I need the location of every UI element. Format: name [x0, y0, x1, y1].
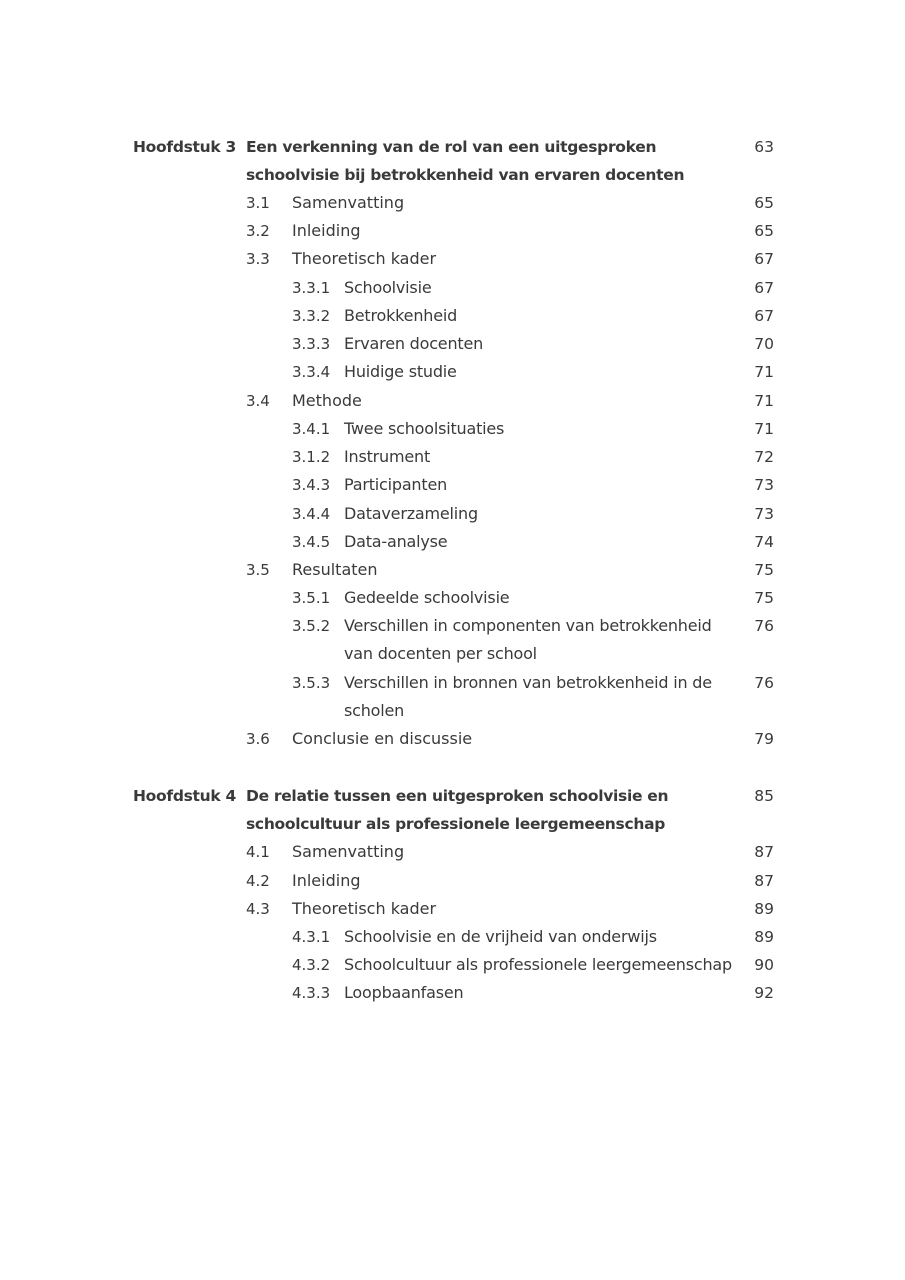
page-number: 71	[754, 363, 774, 381]
subsection-number: 3.4.5	[292, 533, 331, 551]
subsection-title: Instrument	[344, 447, 431, 466]
section-title: Samenvatting	[292, 193, 405, 212]
section-number: 3.2	[246, 222, 270, 240]
page-number: 67	[754, 307, 774, 325]
section-number: 3.4	[246, 392, 270, 410]
subsection-title: Ervaren docenten	[344, 334, 484, 353]
page-number: 87	[754, 872, 774, 890]
section-number: 4.3	[246, 900, 270, 918]
page-number: 89	[754, 928, 774, 946]
chapter-title: Een verkenning van de rol van een uitgesproken schoolvisie bij betrokkenheid van ervaren docenten	[246, 138, 685, 184]
subsection-title: Huidige studie	[344, 362, 457, 381]
subsection-title: Twee schoolsituaties	[344, 419, 505, 438]
section-number: 3.5	[246, 561, 270, 579]
section-title: Theoretisch kader	[292, 899, 437, 918]
subsection-title: Betrokkenheid	[344, 306, 458, 325]
page-number: 90	[754, 956, 774, 974]
page-number: 73	[754, 476, 774, 494]
subsection-title: Gedeelde schoolvisie	[344, 588, 510, 607]
subsection-title: Verschillen in bronnen van betrokkenheid in de scholen	[344, 673, 712, 720]
subsection-number: 4.3.1	[292, 928, 331, 946]
page-number: 65	[754, 194, 774, 212]
subsection-title: Schoolvisie	[344, 278, 432, 297]
page-number: 75	[754, 561, 774, 579]
page-number: 76	[754, 617, 774, 635]
page-number: 76	[754, 674, 774, 692]
subsection-number: 3.4.4	[292, 505, 331, 523]
page-number: 67	[754, 279, 774, 297]
page-number: 87	[754, 843, 774, 861]
subsection-title: Participanten	[344, 475, 448, 494]
subsection-number: 3.5.2	[292, 617, 331, 635]
section-number: 3.6	[246, 730, 270, 748]
chapter-label: Hoofdstuk 3	[133, 138, 236, 156]
subsection-number: 3.3.3	[292, 335, 331, 353]
subsection-number: 3.3.4	[292, 363, 331, 381]
section-title: Resultaten	[292, 560, 378, 579]
subsection-title: Loopbaanfasen	[344, 983, 464, 1002]
section-title: Methode	[292, 391, 362, 410]
subsection-number: 3.1.2	[292, 448, 331, 466]
subsection-number: 3.4.3	[292, 476, 331, 494]
subsection-number: 3.3.2	[292, 307, 331, 325]
section-number: 4.1	[246, 843, 270, 861]
section-title: Inleiding	[292, 871, 361, 890]
subsection-number: 3.5.1	[292, 589, 331, 607]
page-number: 92	[754, 984, 774, 1002]
section-title: Inleiding	[292, 221, 361, 240]
chapter-title: De relatie tussen een uitgesproken schoolvisie en schoolcultuur als professionele leergemeenschap	[246, 787, 669, 833]
page-number: 70	[754, 335, 774, 353]
subsection-title: Dataverzameling	[344, 504, 478, 523]
section-number: 3.3	[246, 250, 270, 268]
page-number: 71	[754, 420, 774, 438]
page-number: 67	[754, 250, 774, 268]
section-number: 3.1	[246, 194, 270, 212]
subsection-number: 4.3.3	[292, 984, 331, 1002]
page-number: 85	[754, 787, 774, 805]
page-number: 73	[754, 505, 774, 523]
section-number: 4.2	[246, 872, 270, 890]
page-number: 75	[754, 589, 774, 607]
page-number: 74	[754, 533, 774, 551]
page-number: 71	[754, 392, 774, 410]
section-title: Theoretisch kader	[292, 249, 437, 268]
subsection-title: Verschillen in componenten van betrokkenheid van docenten per school	[344, 616, 712, 663]
page-number: 63	[754, 138, 774, 156]
section-title: Samenvatting	[292, 842, 405, 861]
subsection-title: Data-analyse	[344, 532, 448, 551]
subsection-number: 3.5.3	[292, 674, 331, 692]
subsection-number: 3.3.1	[292, 279, 331, 297]
subsection-title: Schoolvisie en de vrijheid van onderwijs	[344, 927, 657, 946]
subsection-number: 4.3.2	[292, 956, 331, 974]
page-number: 65	[754, 222, 774, 240]
page-number: 72	[754, 448, 774, 466]
page-number: 89	[754, 900, 774, 918]
subsection-number: 3.4.1	[292, 420, 331, 438]
section-title: Conclusie en discussie	[292, 729, 473, 748]
page-number: 79	[754, 730, 774, 748]
subsection-title: Schoolcultuur als professionele leergemeenschap	[344, 955, 732, 974]
chapter-label: Hoofdstuk 4	[133, 787, 236, 805]
